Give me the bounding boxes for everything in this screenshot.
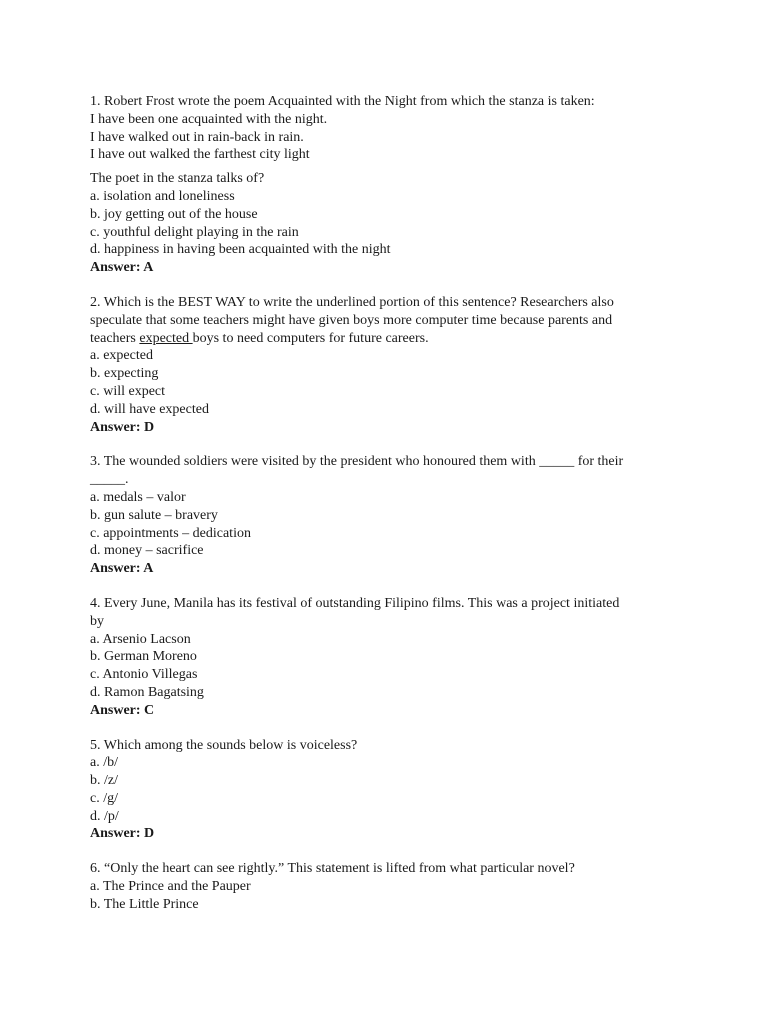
question-5-text: 5. Which among the sounds below is voiceless? (90, 737, 358, 753)
question-1-prompt: The poet in the stanza talks of? (90, 171, 265, 187)
question-2-option-a: a. expected (90, 348, 153, 364)
question-6 (90, 860, 750, 913)
question-3-text-line-1: 3. The wounded soldiers were visited by the president who honoured them with _____ for their (90, 454, 624, 470)
question-2-text-line-2: speculate that some teachers might have given boys more computer time because parents and (90, 312, 613, 328)
question-4-text-line-1: 4. Every June, Manila has its festival of outstanding Filipino films. This was a project initiated (90, 595, 620, 611)
question-5-option-a: a. /b/ (90, 755, 118, 771)
question-3-option-c: c. appointments – dedication (90, 525, 251, 541)
question-3-option-b: b. gun salute – bravery (90, 507, 218, 523)
question-3-answer: Answer: A (90, 561, 154, 577)
question-1-option-b: b. joy getting out of the house (90, 206, 258, 222)
question-5-option-b: b. /z/ (90, 773, 118, 789)
question-3-text-line-2: _____. (90, 472, 129, 488)
question-5 (90, 737, 750, 844)
document-page (90, 93, 750, 931)
question-2-option-b: b. expecting (90, 366, 159, 382)
question-1-text: 1. Robert Frost wrote the poem Acquainted with the Night from which the stanza is taken: (90, 94, 595, 109)
stanza-line-2: I have walked out in rain-back in rain. (90, 129, 304, 145)
question-1-option-a: a. isolation and loneliness (90, 188, 235, 204)
question-1-option-c: c. youthful delight playing in the rain (90, 224, 299, 240)
question-5-option-d: d. /p/ (90, 808, 119, 824)
question-4-text-line-2: by (90, 613, 104, 629)
question-2-answer: Answer: D (90, 419, 155, 435)
sentence-after-underline: boys to need computers for future careers. (192, 330, 429, 346)
question-3-option-d: d. money – sacrifice (90, 543, 204, 559)
question-2-option-c: c. will expect (90, 383, 166, 399)
question-4-answer: Answer: C (90, 702, 155, 718)
question-6-text: 6. “Only the heart can see rightly.” This statement is lifted from what particular novel? (90, 861, 575, 877)
question-1 (90, 93, 750, 277)
question-2 (90, 294, 750, 436)
question-6-option-b: b. The Little Prince (90, 896, 199, 912)
sentence-before-underline: teachers (90, 330, 140, 346)
question-2-text-line-3 (90, 330, 750, 348)
question-4-option-d: d. Ramon Bagatsing (90, 684, 204, 700)
question-1-answer: Answer: A (90, 260, 154, 276)
question-2-option-d: d. will have expected (90, 401, 209, 417)
question-4-option-b: b. German Moreno (90, 649, 197, 665)
question-6-option-a: a. The Prince and the Pauper (90, 879, 251, 895)
stanza-line-3: I have out walked the farthest city light (90, 147, 310, 163)
question-5-option-c: c. /g/ (90, 790, 118, 806)
question-2-text-line-1: 2. Which is the BEST WAY to write the underlined portion of this sentence? Researchers also (90, 294, 614, 310)
question-5-answer: Answer: D (90, 826, 155, 842)
question-1-option-d: d. happiness in having been acquainted with the night (90, 242, 391, 258)
question-4-option-a: a. Arsenio Lacson (90, 631, 191, 647)
question-3 (90, 453, 750, 578)
question-4-option-c: c. Antonio Villegas (90, 667, 198, 683)
question-3-option-a: a. medals – valor (90, 489, 186, 505)
stanza-line-1: I have been one acquainted with the night. (90, 111, 328, 127)
underlined-portion: expected (139, 330, 193, 346)
question-4 (90, 595, 750, 720)
